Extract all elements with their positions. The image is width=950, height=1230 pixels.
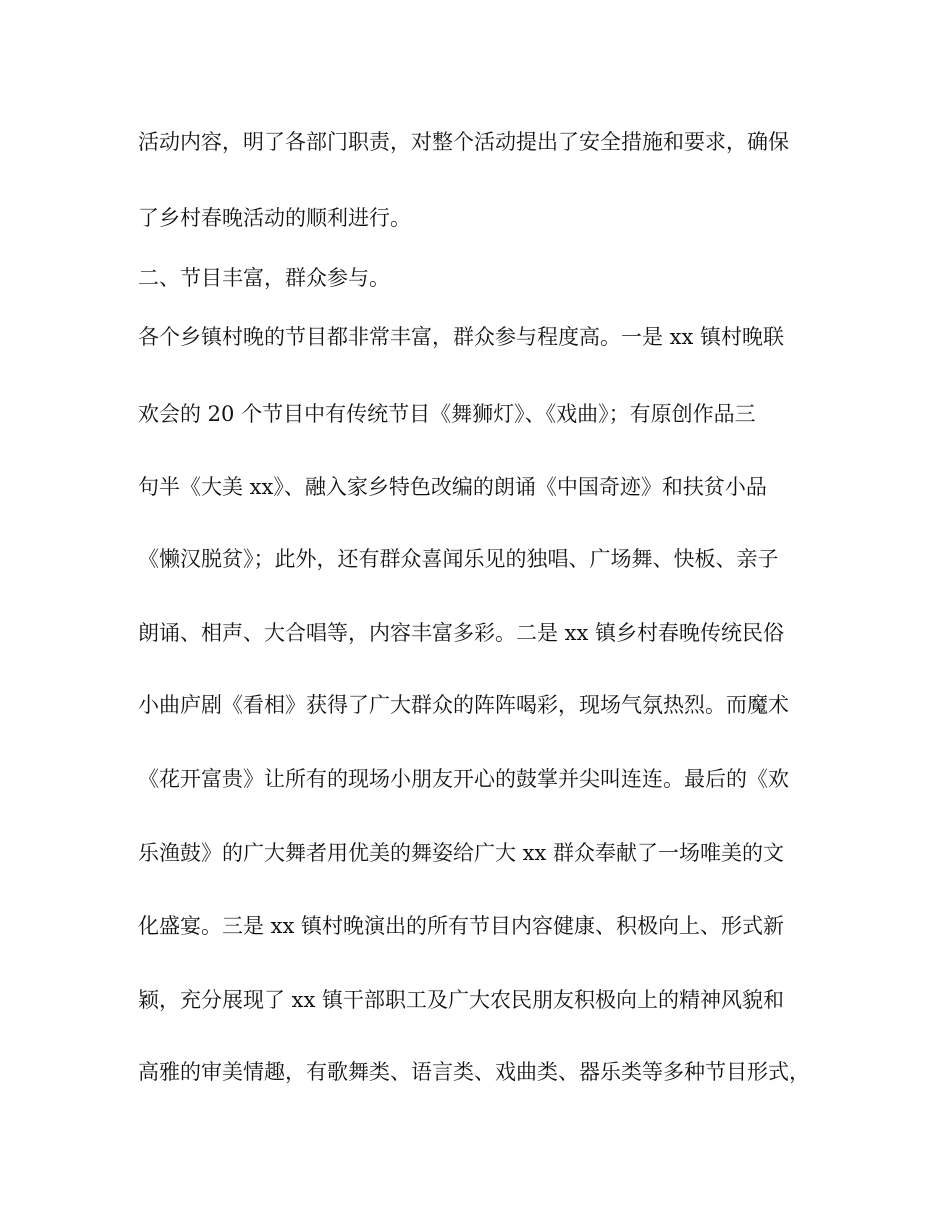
text-line: 《花开富贵》让所有的现场小朋友开心的鼓掌并尖叫连连。最后的《欢 (138, 767, 789, 791)
text-line: 句半《大美 xx》、融入家乡特色改编的朗诵《中国奇迹》和扶贫小品 (138, 475, 767, 499)
text-line: 欢会的 20 个节目中有传统节目《舞狮灯》、《戏曲》；有原创作品三 (138, 402, 756, 426)
text-line: 《懒汉脱贫》；此外，还有群众喜闻乐见的独唱、广场舞、快板、亲子 (138, 547, 779, 571)
text-line: 小曲庐剧《看相》获得了广大群众的阵阵喝彩，现场气氛热烈。而魔术 (138, 693, 789, 717)
text-line: 乐渔鼓》的广大舞者用优美的舞姿给广大 xx 群众奉献了一场唯美的文 (138, 841, 785, 865)
text-line: 化盛宴。三是 xx 镇村晚演出的所有节目内容健康、积极向上、形式新 (138, 914, 785, 938)
section-heading: 二、节目丰富，群众参与。 (138, 266, 390, 290)
text-line: 高雅的审美情趣，有歌舞类、语言类、戏曲类、器乐类等多种节目形式， (138, 1060, 810, 1084)
text-line: 朗诵、相声、大合唱等，内容丰富多彩。二是 xx 镇乡村春晚传统民俗 (138, 621, 785, 645)
text-line: 了乡村春晚活动的顺利进行。 (138, 206, 411, 230)
text-line: 各个乡镇村晚的节目都非常丰富，群众参与程度高。一是 xx 镇村晚联 (138, 325, 785, 349)
text-line: 活动内容，明了各部门职责，对整个活动提出了安全措施和要求，确保 (138, 130, 789, 154)
text-line: 颖，充分展现了 xx 镇干部职工及广大农民朋友积极向上的精神风貌和 (138, 988, 785, 1012)
